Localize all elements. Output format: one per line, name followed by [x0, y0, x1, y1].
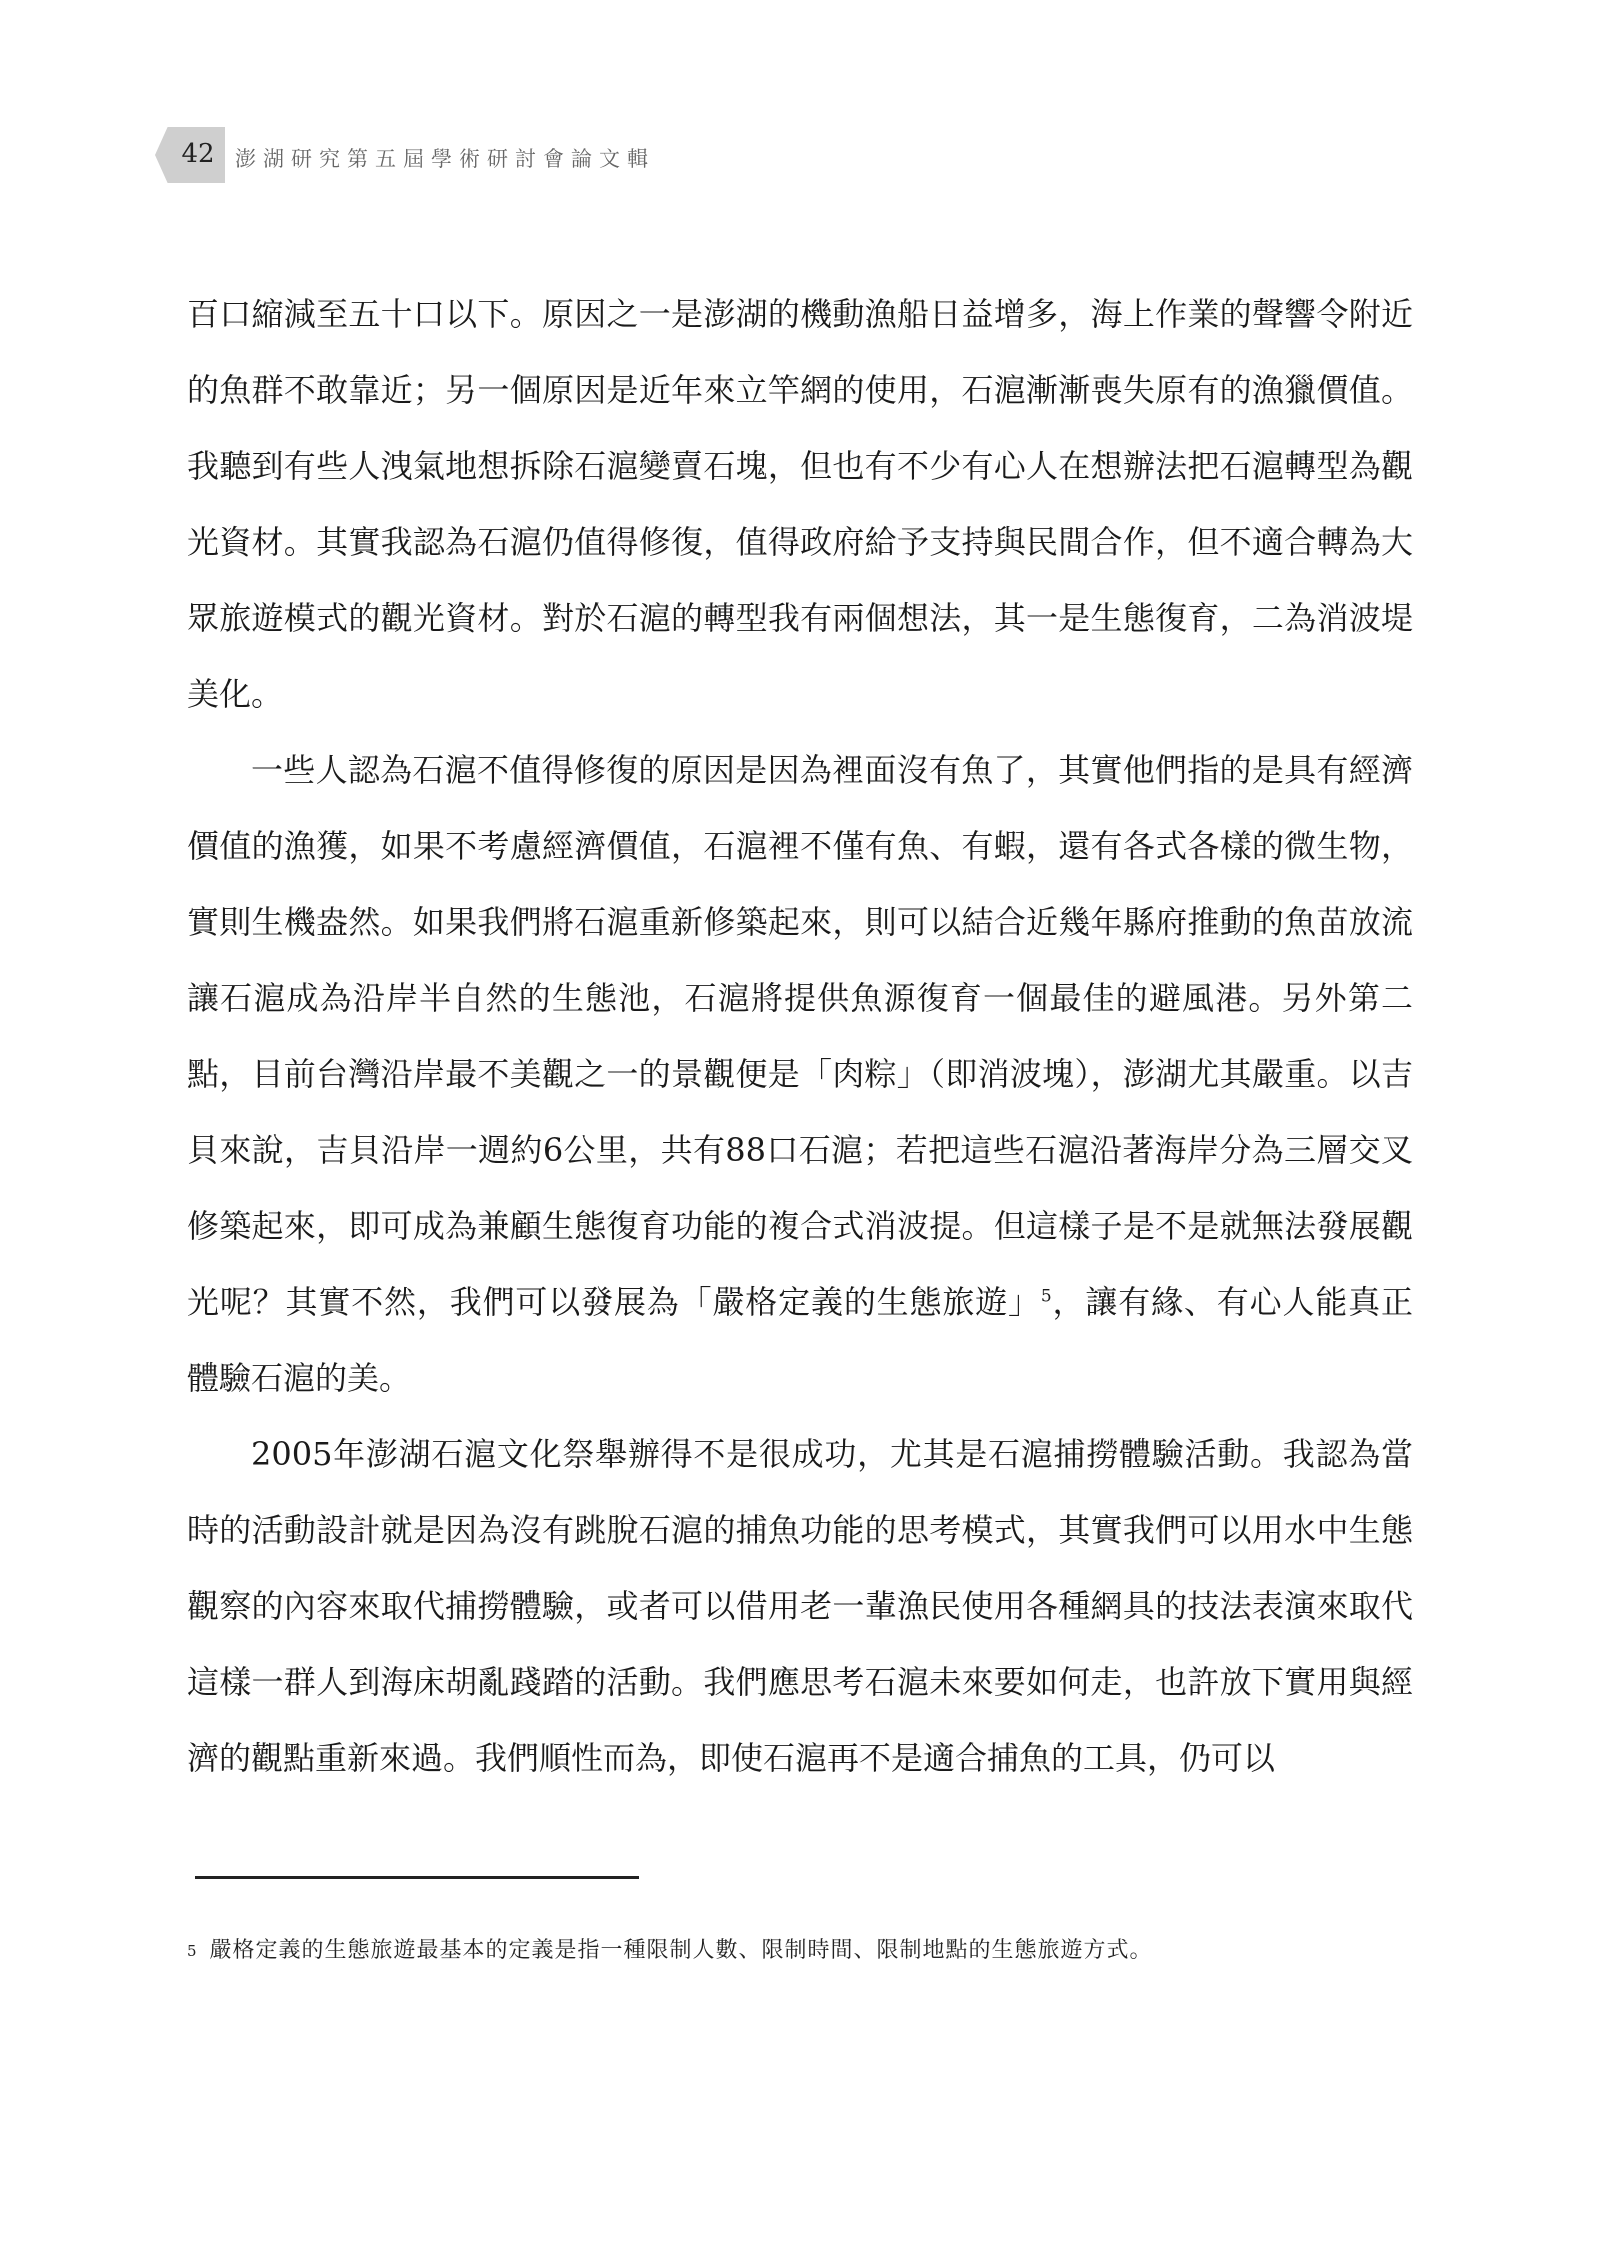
footnote-mark: 5 — [187, 1942, 198, 1960]
footnote-divider — [195, 1876, 639, 1879]
footnote — [187, 1934, 1413, 1968]
paragraph-1: 百口縮減至五十口以下。原因之一是澎湖的機動漁船日益增多，海上作業的聲響令附近的魚群不敢靠近；另一個原因是近年來立竿網的使用，石滬漸漸喪失原有的漁獵價值。我聽到有些人洩氣地想拆除石滬變賣石塊，但也有不少有心人在想辦法把石滬轉型為觀光資材。其實我認為石滬仍值得修復，值得政府給予支持與民間合作，但不適合轉為大眾旅遊模式的觀光資材。對於石滬的轉型我有兩個想法，其一是生態復育，二為消波堤美化。 — [187, 295, 1413, 713]
body-text — [187, 276, 1413, 1796]
footnote-reference[interactable]: 5 — [1040, 1286, 1052, 1307]
paragraph-2 — [187, 732, 1413, 1416]
paragraph-3: 2005年澎湖石滬文化祭舉辦得不是很成功，尤其是石滬捕撈體驗活動。我認為當時的活動設計就是因為沒有跳脫石滬的捕魚功能的思考模式，其實我們可以用水中生態觀察的內容來取代捕撈體驗，或者可以借用老一輩漁民使用各種網具的技法表演來取代這樣一群人到海床胡亂踐踏的活動。我們應思考石滬未來要如何走，也許放下實用與經濟的觀點重新來過。我們順性而為，即使石滬再不是適合捕魚的工具，仍可以 — [187, 1435, 1413, 1777]
journal-title: 澎湖研究第五屆學術研討會論文輯 — [235, 147, 655, 171]
footnote-text: 嚴格定義的生態旅遊最基本的定義是指一種限制人數、限制時間、限制地點的生態旅遊方式。 — [209, 1938, 1153, 1963]
paragraph-2-text: 一些人認為石滬不值得修復的原因是因為裡面沒有魚了，其實他們指的是具有經濟價值的漁獲，如果不考慮經濟價值，石滬裡不僅有魚、有蝦，還有各式各樣的微生物，實則生機盎然。如果我們將石滬重新修築起來，則可以結合近幾年縣府推動的魚苗放流讓石滬成為沿岸半自然的生態池，石滬將提供魚源復育一個最佳的避風港。另外第二點，目前台灣沿岸最不美觀之一的景觀便是「肉粽」（即消波塊），澎湖尤其嚴重。以吉貝來說，吉貝沿岸一週約6公里，共有88口石滬；若把這些石滬沿著海岸分為三層交叉修築起來，即可成為兼顧生態復育功能的複合式消波提。但這樣子是不是就無法發展觀光呢？其實不然，我們可以發展為「嚴格定義的生態旅遊」 — [187, 751, 1413, 1321]
paragraph-2-text-end: ，讓有緣、有心人能真正體驗石滬的美。 — [187, 1283, 1413, 1397]
running-header — [155, 127, 855, 183]
page-number: 42 — [181, 139, 215, 169]
